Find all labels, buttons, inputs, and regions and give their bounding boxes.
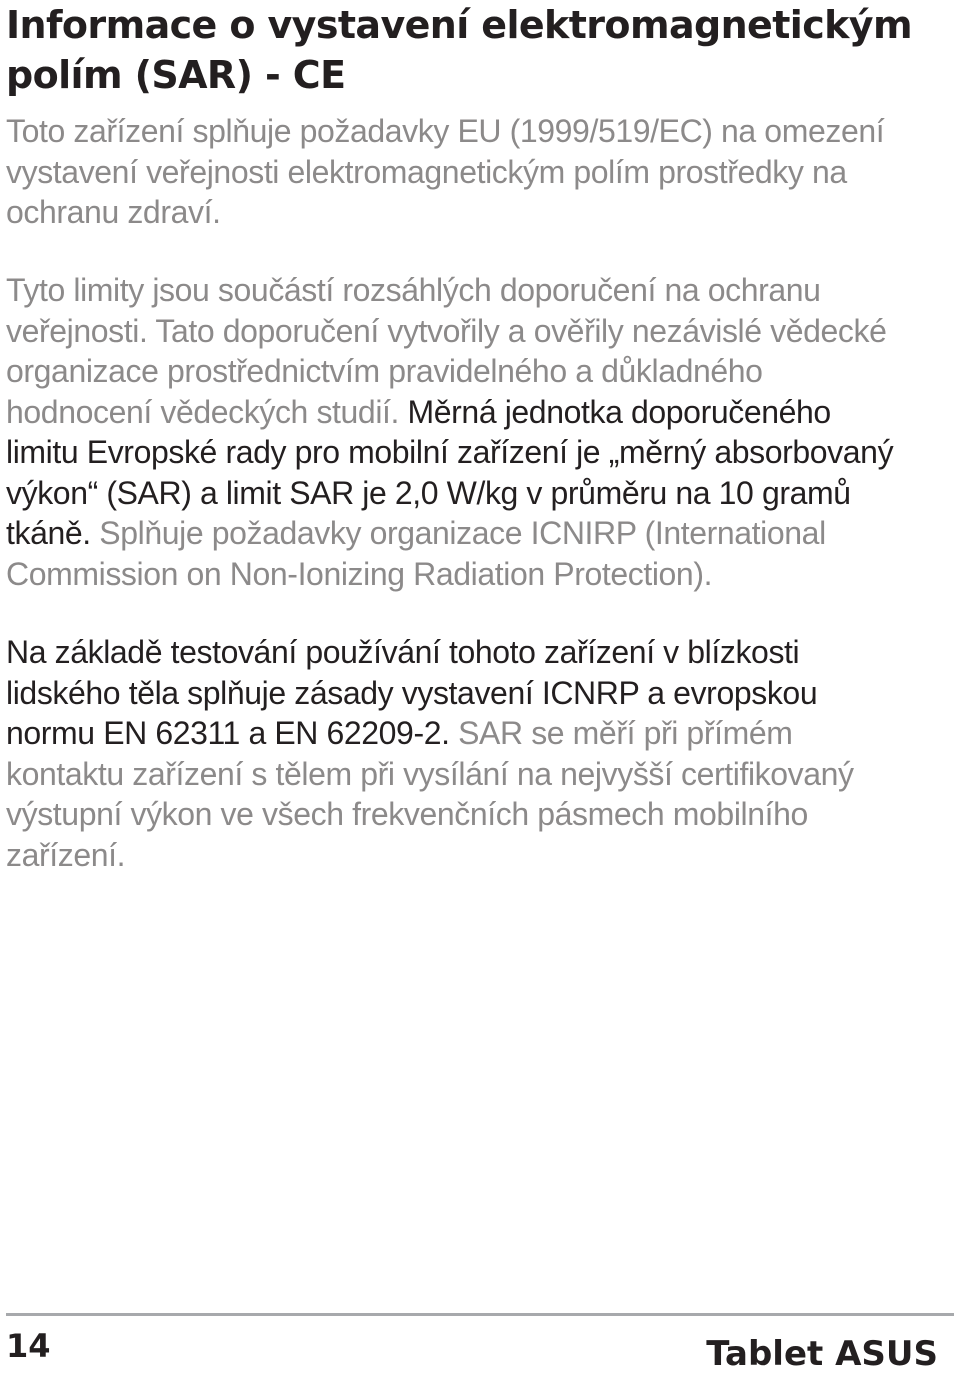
paragraph-line: lidského těla splňuje zásady vystavení ICNRP a evropskou	[6, 674, 818, 711]
paragraph-line: zařízení.	[6, 836, 126, 873]
paragraph-line: Na základě testování používání tohoto zařízení v blízkosti	[6, 634, 800, 670]
paragraph-eu-compliance	[6, 111, 951, 233]
paragraph-line: výkon“ (SAR) a limit SAR je 2,0 W/kg v průměru na 10 gramů	[6, 474, 851, 511]
paragraph-line: Tyto limity jsou součástí rozsáhlých doporučení na ochranu	[6, 272, 821, 308]
paragraph-line-mixed	[6, 713, 951, 754]
text-segment: SAR se měří při přímém	[449, 715, 793, 751]
paragraph-line: výstupní výkon ve všech frekvenčních pásmech mobilního	[6, 796, 808, 832]
footer-title: Tablet ASUS	[706, 1334, 938, 1374]
footer-divider	[6, 1313, 954, 1316]
paragraph-testing	[6, 632, 951, 875]
paragraph-line: limitu Evropské rady pro mobilní zařízení je „měrný absorbovaný	[6, 434, 894, 470]
paragraph-line: vystavení veřejnosti elektromagnetickým polím prostředky na	[6, 153, 847, 190]
heading-line-1: Informace o vystavení elektromagnetickým	[6, 3, 912, 47]
text-segment: normu EN 62311 a EN 62209-2.	[6, 715, 450, 751]
text-segment: hodnocení vědeckých studií.	[6, 393, 400, 430]
paragraph-line: ochranu zdraví.	[6, 194, 221, 230]
paragraph-line: Toto zařízení splňuje požadavky EU (1999/519/EC) na omezení	[6, 113, 885, 149]
paragraph-line-mixed	[6, 392, 951, 433]
text-segment: Měrná jednotka doporučeného	[399, 393, 831, 430]
text-segment: tkáně.	[6, 515, 91, 551]
heading-line-2: polím (SAR) - CE	[6, 53, 346, 97]
text-segment: Splňuje požadavky organizace ICNIRP (International	[90, 515, 826, 551]
paragraph-sar-limits	[6, 270, 951, 594]
page-heading	[6, 0, 946, 100]
paragraph-line: veřejnosti. Tato doporučení vytvořily a ověřily nezávislé vědecké	[6, 312, 887, 349]
paragraph-line-mixed	[6, 513, 951, 554]
page-number: 14	[6, 1327, 51, 1365]
paragraph-line: kontaktu zařízení s tělem při vysílání na nejvyšší certifikovaný	[6, 755, 854, 792]
paragraph-line: organizace prostřednictvím pravidelného a důkladného	[6, 353, 763, 389]
paragraph-line: Commission on Non-Ionizing Radiation Protection).	[6, 555, 713, 592]
